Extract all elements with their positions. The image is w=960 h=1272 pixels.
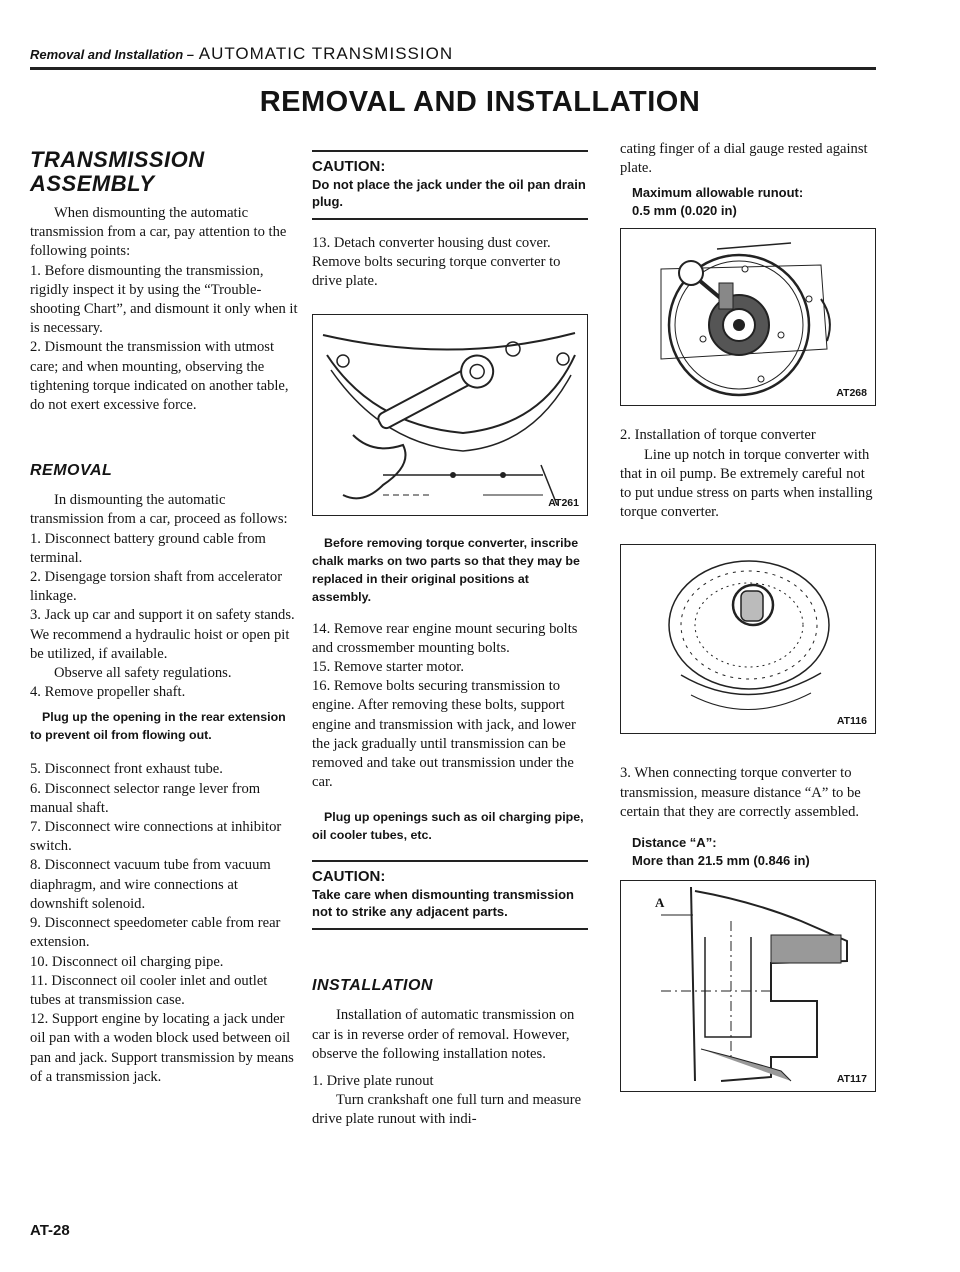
dimension-label-a: A	[655, 895, 665, 911]
dial-gauge-drive-plate-illustration	[621, 229, 876, 405]
spec-value: 0.5 mm (0.020 in)	[632, 203, 737, 219]
figure-at268	[620, 228, 876, 406]
header-section: Removal and Installation –	[30, 47, 194, 62]
figure-at261	[312, 314, 588, 516]
paragraph: When dismounting the automatic transmission from a car, pay attention to the following points:	[30, 205, 287, 260]
spec-label: Maximum allowable runout:	[632, 185, 804, 201]
caution-box	[312, 860, 588, 930]
spec-value: More than 21.5 mm (0.846 in)	[632, 853, 810, 869]
list-item: 8. Disconnect vacuum tube from vacuum diaphragm, and wire connections at downshift solenoid.	[30, 857, 271, 912]
paragraph: In dismounting the automatic transmission from a car, proceed as follows:	[30, 492, 288, 528]
column-left	[30, 140, 298, 1087]
caution-body: Take care when dismounting transmission not to strike any adjacent parts.	[312, 887, 574, 920]
spec-runout	[620, 184, 876, 220]
note: Plug up openings such as oil charging pipe, oil cooler tubes, etc.	[312, 810, 584, 843]
spec-distance-a	[620, 834, 876, 870]
list-item: 9. Disconnect speedometer cable from rear extension.	[30, 915, 281, 951]
list-item: 12. Support engine by locating a jack under oil pan with a woden block used between oil pan and jack. Support transmission by means of a transmission jack.	[30, 1011, 294, 1085]
paragraph: Line up notch in torque converter with that in oil pump. Be extremely careful not to put undue stress on parts when installing torque converter.	[620, 446, 873, 521]
list-item: 14. Remove rear engine mount securing bolts and crossmember mounting bolts.	[312, 620, 578, 656]
list-item: 3. Jack up car and support it on safety stands. We recommend a hydraulic hoist or open pit be utilized, if available.	[30, 607, 295, 662]
list-item: 7. Disconnect wire connections at inhibitor switch.	[30, 819, 282, 855]
figure-code: AT261	[548, 496, 579, 509]
figure-caption: Before removing torque converter, inscribe chalk marks on two parts so that they may be replaced in their original positions at assembly.	[312, 535, 580, 604]
page-title: REMOVAL AND INSTALLATION	[259, 86, 701, 118]
list-item: 5. Disconnect front exhaust tube.	[30, 761, 223, 778]
converter-wrench-illustration	[313, 315, 588, 515]
list-item: 1. Before dismounting the transmission, rigidly inspect it by using the “Trouble-shooting Chart”, and dismount it only when it is necessary.	[30, 262, 298, 337]
list-item: Observe all safety regulations.	[54, 665, 232, 682]
section-heading-transmission-assembly: TRANSMISSION ASSEMBLY	[30, 147, 205, 196]
page-number: AT-28	[30, 1222, 70, 1239]
list-item: 15. Remove starter motor.	[312, 659, 464, 676]
list-item: 2. Disengage torsion shaft from accelerator linkage.	[30, 569, 283, 605]
list-item: 1. Drive plate runout	[312, 1073, 434, 1090]
paragraph: Turn crankshaft one full turn and measure drive plate runout with indi-	[312, 1092, 582, 1128]
column-middle	[312, 140, 588, 1130]
converter-distance-illustration	[621, 881, 876, 1091]
list-item: 3. When connecting torque converter to transmission, measure distance “A” to be certain that they are correctly assembled.	[620, 765, 861, 820]
list-item: 6. Disconnect selector range lever from manual shaft.	[30, 780, 261, 816]
list-item: 16. Remove bolts securing transmission to engine. After removing these bolts, support engine and transmission with jack, and lower the jack gradually until transmission can be removed and take out transmission under the car.	[312, 678, 576, 791]
column-right	[620, 140, 876, 1092]
figure-code: AT117	[836, 1073, 867, 1086]
list-item: 2. Installation of torque converter	[620, 427, 816, 444]
list-item: 2. Dismount the transmission with utmost care; and when mounting, observing the tightening torque indicated on another table, do not exert excessive force.	[30, 339, 289, 414]
figure-code: AT116	[836, 715, 867, 728]
paragraph: cating finger of a dial gauge rested against plate.	[620, 141, 868, 177]
running-header	[30, 44, 876, 70]
caution-box	[312, 150, 588, 220]
torque-converter-illustration	[621, 545, 876, 733]
caution-title: CAUTION:	[312, 868, 386, 886]
section-heading-removal: REMOVAL	[30, 462, 113, 480]
list-item: 11. Disconnect oil cooler inlet and outlet tubes at transmission case.	[30, 972, 268, 1008]
caution-title: CAUTION:	[312, 158, 386, 175]
list-item: 10. Disconnect oil charging pipe.	[30, 953, 224, 970]
caution-body: Do not place the jack under the oil pan drain plug.	[312, 177, 586, 209]
spec-label: Distance “A”:	[632, 835, 717, 851]
note: Plug up the opening in the rear extension to prevent oil from flowing out.	[30, 710, 286, 743]
section-heading-installation: INSTALLATION	[312, 977, 433, 995]
paragraph: Installation of automatic transmission on car is in reverse order of removal. However, observe the following installation notes.	[312, 1007, 575, 1062]
figure-at116	[620, 544, 876, 734]
list-item: 1. Disconnect battery ground cable from terminal.	[30, 530, 266, 566]
figure-at117	[620, 880, 876, 1092]
list-item: 4. Remove propeller shaft.	[30, 684, 186, 701]
figure-code: AT268	[836, 387, 867, 400]
header-chapter: AUTOMATIC TRANSMISSION	[198, 44, 454, 63]
list-item: 13. Detach converter housing dust cover. Remove bolts securing torque converter to drive plate.	[312, 235, 561, 290]
